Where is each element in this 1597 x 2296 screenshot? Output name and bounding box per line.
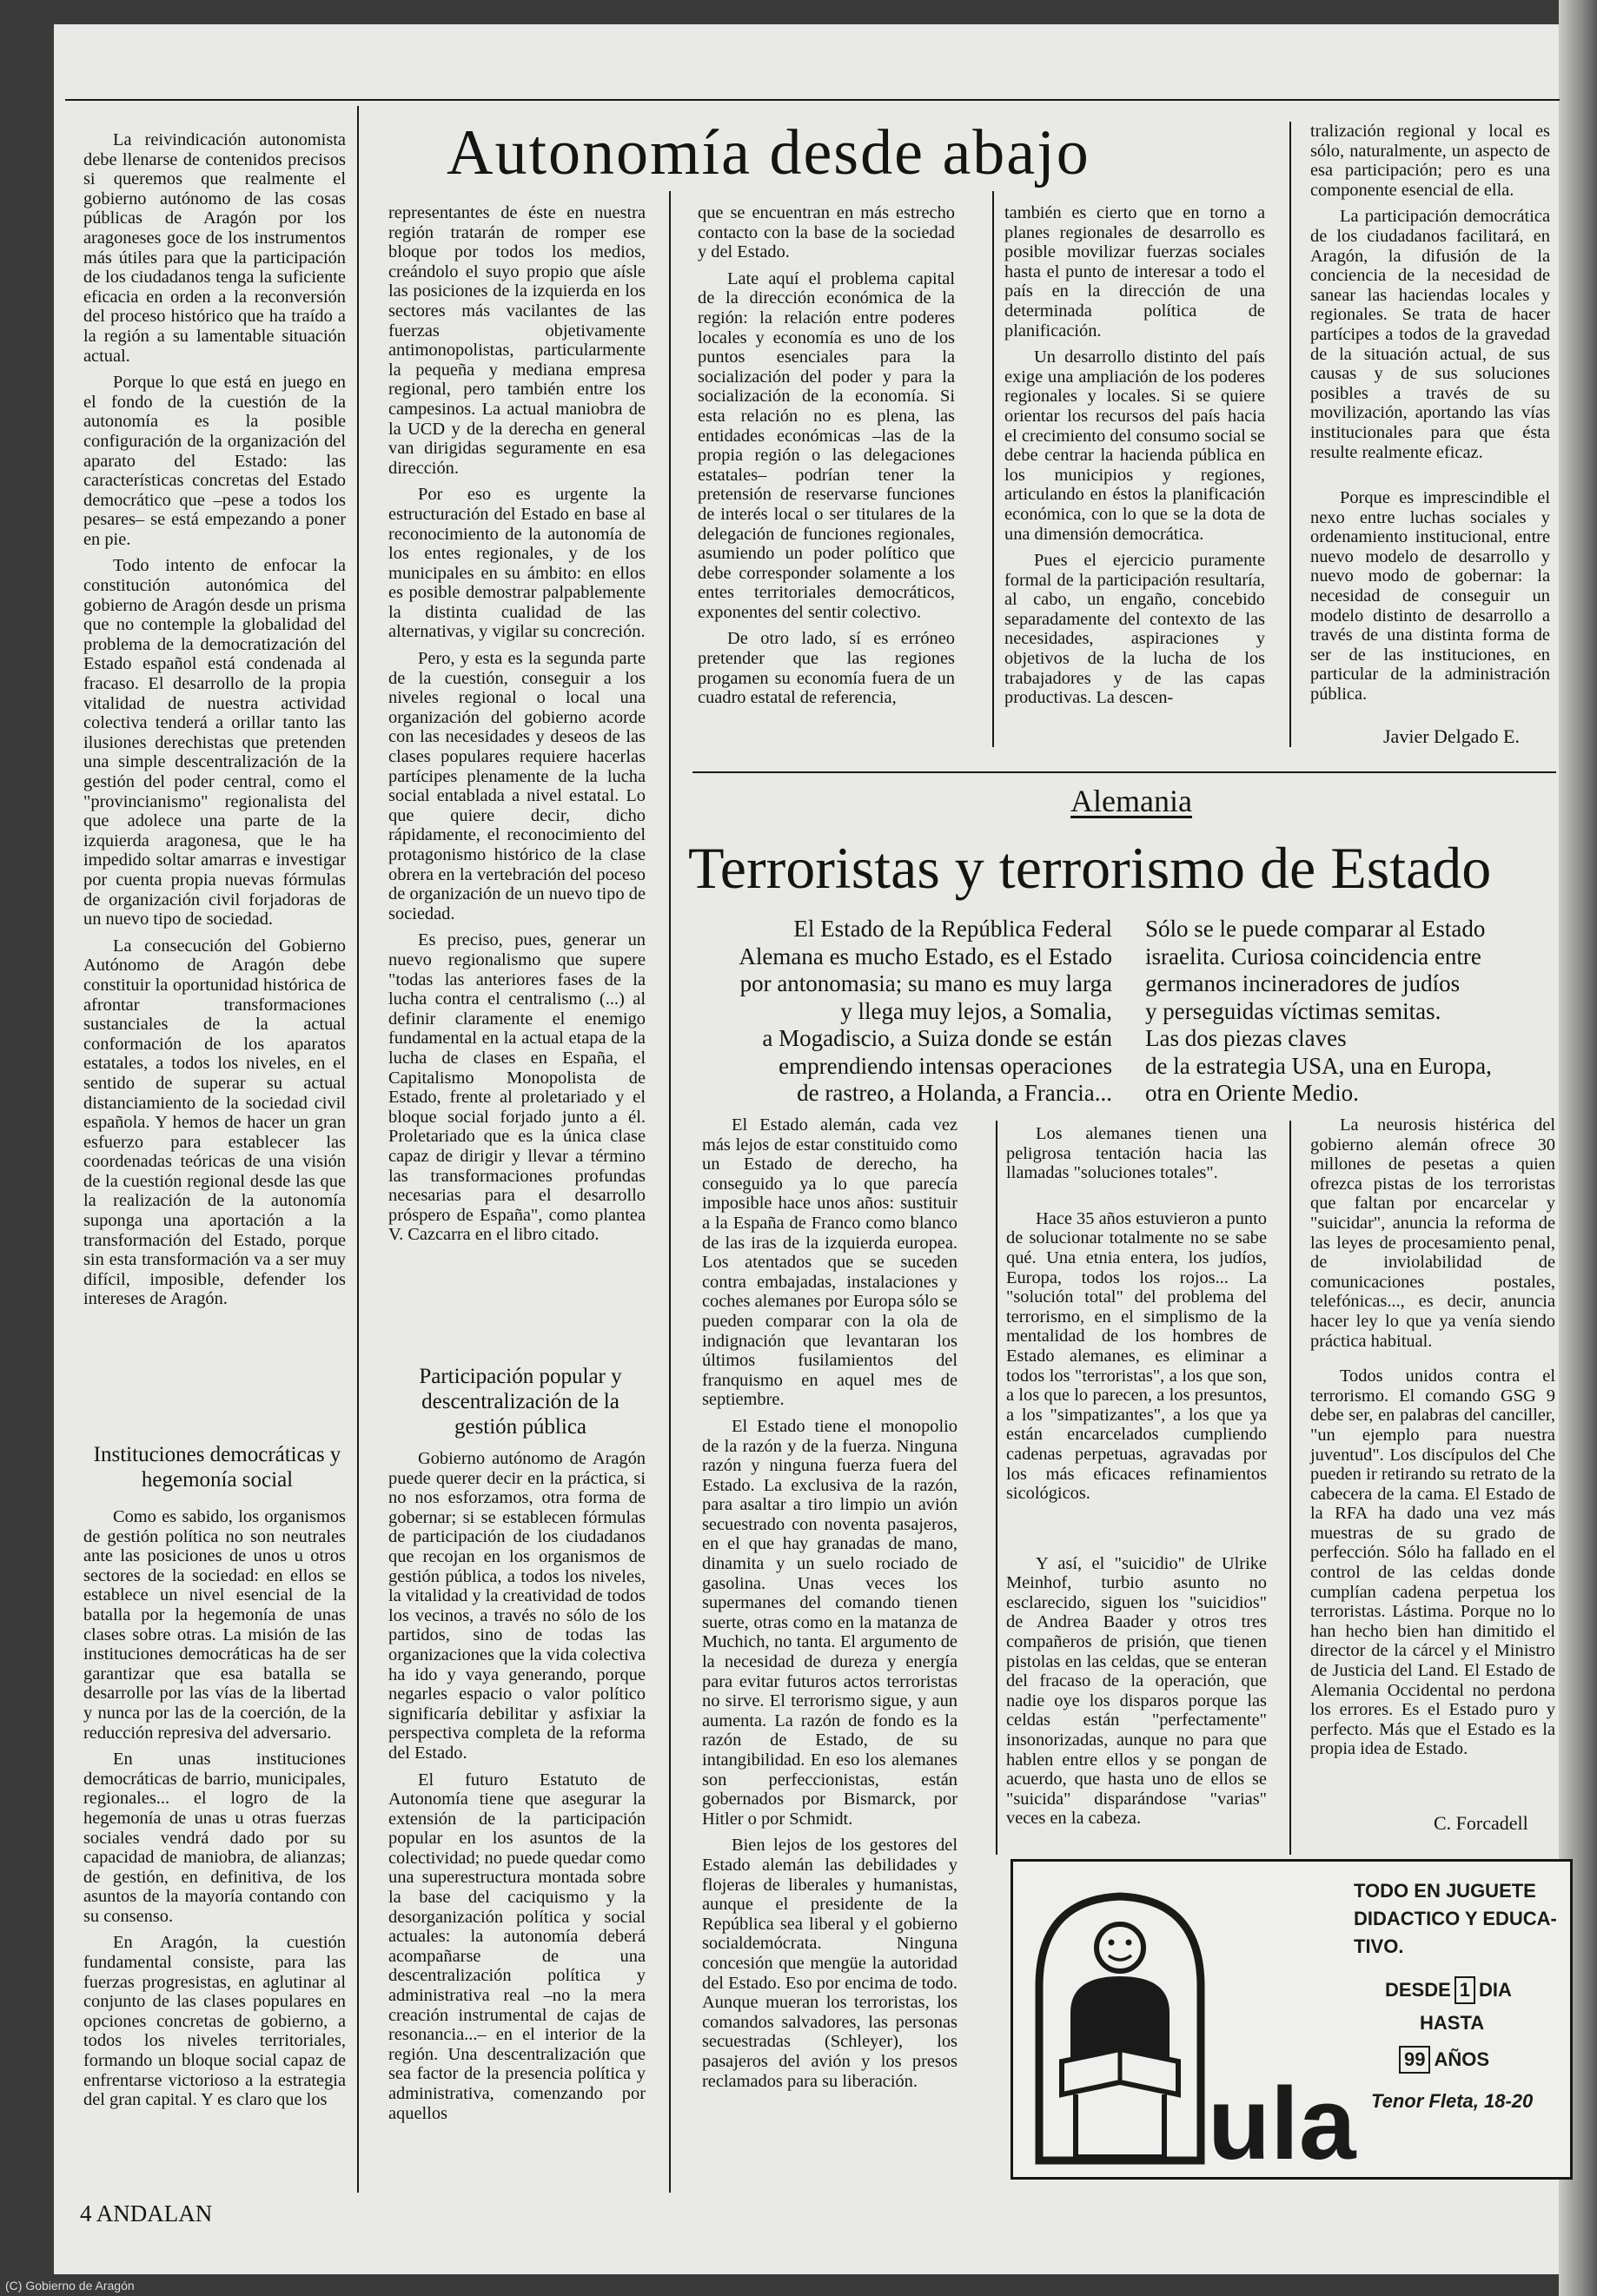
paragraph: Late aquí el problema capital de la dirección económica de la región: la relación entre poderes locales y economía es uno de los puntos esenciales para la socialización del poder y para la socialización de la economía. Si esta relación no es plena, las entidades económicas –las de la propia región o las delegaciones estatales– podrían tener la pretensión de reservarse funciones de interés local o ser titulares de la delegación de funciones regionales, asumiendo un poder político que debe corresponder solamente a los entes territoriales democráticos, exponentes del sentir colectivo. [698,268,955,622]
ad-line: TODO EN JUGUETE [1354,1880,1536,1902]
article1-col2b [388,1449,646,2123]
lead-line: germanos incineradores de judíos [1145,970,1461,996]
article1-col1b [83,1507,346,2110]
page-folio: 4 ANDALAN [80,2200,213,2227]
ad-until-value: 99 [1399,2046,1430,2074]
paragraph: En Aragón, la cuestión fundamental consiste, para las fuerzas progresistas, en aglutinar al conjunto de las clases populares en opciones concretas de gobierno, a todos los niveles territoriales, formando un bloque social capaz de enfrentarse victorioso a la estrategia del gran capital. Y es claro que los [83,1933,346,2110]
lead-line: otra en Oriente Medio. [1145,1080,1359,1106]
paragraph: Un desarrollo distinto del país exige una ampliación de los poderes regionales y locales. Si se quiere orientar los recursos del país hacia el crecimiento del consumo social se debe centrar la hacienda pública en los municipios y regiones, articulando en éstos la planificación económica, con lo que se la dota de una dimensión democrática. [1004,347,1265,544]
article1-col1 [83,130,346,1309]
paragraph: La participación democrática de los ciudadanos facilitará, en Aragón, la difusión de la conciencia de la necesidad de sanear las haciendas locales y regionales. Se trata de hacer partícipes a todos de la gravedad de la situación actual, de sus causas y de sus soluciones posibles a través de su movilización, aportando las vías institucionales para que ésta resulte realmente eficaz. [1310,207,1550,462]
ad-address: Tenor Fleta, 18-20 [1371,2090,1534,2112]
article2-col1 [702,1115,958,2091]
paragraph: Porque es imprescindible el nexo entre luchas sociales y ordenamiento institucional, entre nuevo modelo de desarrollo y nuevo modo de gobernar: la necesidad de conseguir un modelo distinto de desarrollo a través de una distinta forma de ser de las instituciones, en particular de la administración pública. [1310,488,1550,705]
lead-right [1145,916,1562,1108]
byline: C. Forcadell [1434,1812,1528,1834]
paragraph: Los alemanes tienen una peligrosa tentación hacia las llamadas "soluciones totales". [1006,1124,1267,1183]
lead-line: por antonomasia; su mano es muy larga [739,970,1112,996]
column-rule [1289,1121,1291,1855]
paragraph: Por eso es urgente la estructuración del Estado en base al reconocimiento de la autonomía de los entes regionales, y de los municipales en su ámbito: en ellos es posible demostrar palpablemente la distinta cualidad de las alternativas, y vigilar su concreción. [388,485,646,642]
ad-from-value: 1 [1455,1976,1475,2004]
lead-line: Alemana es mucho Estado, es el Estado [739,943,1112,969]
article1-col4 [1004,203,1265,708]
paragraph: Pero, y esta es la segunda parte de la cuestión, conseguir a los niveles regional o local una organización del gobierno acorde con las necesidades y deseos de las clases populares requiere hacerlas partícipes plenamente de la lucha social entablada a nivel estatal. Lo que quiere decir, dicho rápidamente, el reconocimiento del protagonismo histórico de la clase obrera en la vertebración del poceso de organización de un nuevo tipo de sociedad. [388,649,646,923]
lead-line: emprendiendo intensas operaciones [779,1052,1112,1079]
paragraph: Todo intento de enfocar la constitución autonómica del gobierno de Aragón desde un prisma que no contemple la globalidad del problema de la democratización del Estado español está condenada al fracaso. El desarrollo de la propia vitalidad de nuestra actividad colectiva tenderá a orillar tanto las ilusiones derechistas que pretenden una simple descentralización de la gestión del poder central, como el "provincianismo" regionalista del que adolece una parte de la izquierda aragonesa, que le ha impedido soltar amarras e investigar por cuenta propia nuevas fórmulas de organización civil forjadoras de un nuevo tipo de sociedad. [83,556,346,930]
lead-line: El Estado de la República Federal [793,916,1112,942]
subheading: Participación popular y descentralización de la gestión pública [419,1365,622,1439]
paragraph: Es preciso, pues, generar un nuevo regionalismo que supere "todas las anteriores fases de la lucha contra el centralismo (...) al definir claramente el enemigo fundamental en la actual etapa de la lucha de clases en España, el Capitalismo Monopolista de Estado, frente al proletariado y el bloque social forjado junto a él. Proletariado que es la única clase capaz de dirigir y llevar a término las transformaciones profundas necesarias para el desarrollo próspero de España", como plantea V. Cazcarra en el libro citado. [388,930,646,1245]
column-rule [992,191,994,747]
advertisement [1011,1859,1573,2180]
lead-line: y llega muy lejos, a Somalia, [840,997,1112,1024]
paragraph: El Estado alemán, cada vez más lejos de estar constituido como un Estado de derecho, ha conseguido ya lo que parecía imposible hace unos años: sustituir a la España de Franco como blanco de las iras de la izquierda europea. Los atentados que se suceden contra embajadas, instalaciones y coches alemanes por Europa sólo se pueden comparar con la ola de indignación que levantaran los últimos fusilamientos del franquismo en aquel mes de septiembre. [702,1115,958,1410]
column-rule [1289,122,1291,747]
article2-col2 [1006,1124,1267,1829]
byline: Javier Delgado E. [1383,725,1520,747]
top-rule [65,99,1560,101]
paragraph: El Estado tiene el monopolio de la razón y de la fuerza. Ninguna razón y ninguna fuerza fuera del Estado. La exclusiva de la razón, para asaltar a tiro limpio un avión secuestrado con noventa pasajeros, en el que hay granadas de mano, dinamita y un suelo rociado de gasolina. Unas veces los supermanes del comando tienen suerte, otras como en la matanza de Muchich, no tanta. El argumento de la necesidad de dureza y energía para evitar futuros actos terroristas no sirve. El terrorismo sigue, y aun aumenta. La razón de fondo es la razón de Estado, de su intangibilidad. En eso los alemanes son perfeccionistas, están gobernados por Bismarck, por Hitler o por Schmidt. [702,1416,958,1829]
paragraph: Y así, el "suicidio" de Ulrike Meinhof, turbio asunto no esclarecido, siguen los "suicidios" de Andrea Baader y otros tres compañeros de prisión, que tienen pistolas en las celdas, que se enteran del fracaso de la operación, que nadie oye los disparos porque las celdas están "perfectamente" insonorizadas, aunque no para que hablen entre ellos y se pongan de acuerdo, que hasta uno de ellos se "suicida" disparándose "varias" veces en la cabeza. [1006,1553,1267,1829]
ad-from-label: DESDE [1385,1979,1451,2001]
paragraph: también es cierto que en torno a planes regionales de desarrollo es posible movilizar fuerzas sociales hasta el punto de interesar a todo el país en la dirección de una determinada política de planificación. [1004,203,1265,341]
smiley-face-icon [1097,1924,1143,1971]
article1-col5 [1310,122,1550,705]
logo-wordmark: ula [1208,2067,1356,2174]
article1-col3 [698,203,955,708]
paragraph: Pues el ejercicio puramente formal de la participación resultaría, al cabo, un engaño, concebido separadamente del contexto de las necesidades, aspiraciones y objetivos de la lucha de los trabajadores y de las capas productivas. La descen- [1004,551,1265,708]
lead-line: de la estrategia USA, una en Europa, [1145,1052,1492,1079]
paragraph: En unas instituciones democráticas de barrio, municipales, regionales... el logro de la hegemonía de unas u otras fuerzas sociales vendrá dado por su capacidad de maniobra, de alianzas; de gestión, en definitiva, de los asuntos de la mayoría contando con su consenso. [83,1750,346,1926]
column-rule [996,1121,997,1855]
paragraph: Bien lejos de los gestores del Estado alemán las debilidades y flojeras de liberales y humanistas, aunque el presidente de la República sea liberal y el gobierno socialdemócrata. Ninguna concesión que mengüe la autoridad del Estado. Eso por encima de todo. Aunque mueran los terroristas, los comandos salvadores, las personas secuestradas (Schleyer), los pasajeros del avión y los presos reclamados para su liberación. [702,1836,958,2091]
ad-line: TIVO. [1354,1935,1404,1957]
column-rule [669,191,671,2193]
paragraph: que se encuentran en más estrecho contacto con la base de la sociedad y del Estado. [698,203,955,262]
paragraph: La consecución del Gobierno Autónomo de Aragón debe constituir la oportunidad histórica de afrontar transformaciones sustanciales de la actual conformación de los aparatos estatales, a todos los niveles, en el sentido de superar su actual distanciamiento de la sociedad civil española. Y hemos de hacer un gran esfuerzo para establecer las coordenadas teóricas de una visión de la cuestión regional desde las que la realización de la autonomía suponga una aportación a la transformación del Estado, porque sin esta transformación va a ser muy difícil, imposible, defender los intereses de Aragón. [83,936,346,1309]
copyright-note: (C) Gobierno de Aragón [5,2279,135,2293]
paragraph: Hace 35 años estuvieron a punto de solucionar totalmente no se sabe qué. Una etnia entera, los judíos, Europa, todos los rojos... La "solución total" del problema del terrorismo, en el simplismo de la mentalidad de los hombres de Estado alemanes, es eliminar a todos los "terroristas", a los que son, a los que lo parecen, a los presuntos, a los "simpatizantes", a los que ya están encarcelados cumpliendo cadenas perpetuas, agravadas por los más eficaces refinamientos sicológicos. [1006,1208,1267,1504]
paragraph: representantes de éste en nuestra región tratarán de romper ese bloque por todos los medios, creándolo el suyo propio que aísle las posiciones de la izquierda en los sectores más vacilantes de las fuerzas objetivamente antimonopolistas, particularmente la pequeña y mediana empresa regional, pero también entre los campesinos. La actual maniobra de la UCD y de la derecha en general van dirigidas seguramente en esa dirección. [388,203,646,478]
paragraph: Porque lo que está en juego en el fondo de la cuestión de la autonomía es la posible configuración de la organización del aparato del Estado: las características concretas del Estado democrático que –pese a todos los pesares– se está empezando a poner en pie. [83,373,346,549]
ad-age-from [1385,1976,1512,2004]
column-rule [357,106,359,2193]
lead-line: de rastreo, a Holanda, a Francia... [797,1080,1112,1106]
paragraph: Como es sabido, los organismos de gestión política no son neutrales ante las posiciones de unos u otros sectores de la sociedad: en ellos se establece un nivel esencial de la batalla por la hegemonía de unas clases sobre otras. La misión de las instituciones democráticas ha de ser garantizar que esa batalla se desarrolle por las vías de la libertad y nunca por las de la coerción, de la reducción represiva del adversario. [83,1507,346,1743]
paragraph: El futuro Estatuto de Autonomía tiene que asegurar la extensión de la participación popular en los asuntos de la colectividad; no puede quedar como una superestructura montada sobre la base del caciquismo y la desorganización política y social actuales: la autonomía deberá acompañarse de una descentralización política y administrativa real –no la mera creación instrumental de cajas de resonancia...– en el interior de la región. Una descentralización que sea factor de la presencia política y administrativa, comenzando por aquellos [388,1770,646,2123]
section-kicker: Alemania [1070,784,1192,818]
lead-line: Sólo se le puede comparar al Estado [1145,916,1486,942]
section-rule [692,771,1556,773]
subheading: Instituciones democráticas y hegemonía social [93,1443,341,1492]
ad-line: DIDACTICO Y EDUCA- [1354,1908,1557,1929]
lead-line: y perseguidas víctimas semitas. [1145,997,1441,1024]
aula-logo-icon [1020,1865,1385,2174]
ad-until-label: HASTA [1420,2012,1485,2034]
paragraph: La reivindicación autonomista debe llenarse de contenidos precisos si queremos que realmente el gobierno autónomo de las cosas públicas de Aragón por los aragoneses goce de los instrumentos más útiles para que la participación de los ciudadanos tenga la suficiente eficacia en orden a la reconversión del proceso histórico que ha traído a la región a su lamentable situación actual. [83,130,346,366]
ad-from-unit: DIA [1479,1979,1512,2001]
article2-col3 [1310,1115,1555,1759]
ad-age-until [1395,2046,1489,2074]
lead-line: Las dos piezas claves [1145,1025,1347,1051]
lead-left [697,916,1112,1108]
ad-until-unit: AÑOS [1434,2048,1490,2070]
paragraph: Gobierno autónomo de Aragón puede querer decir en la práctica, si no nos esforzamos, otra forma de gobernar; si se establecen fórmulas de participación de los ciudadanos que recojan en los organismos de gestión pública, a todos los niveles, la vitalidad y la creatividad de todos los vecinos, a través no sólo de los partidos, sino de todas las organizaciones que la vida colectiva ha ido y vaya generando, porque negarles espacio o valor político significaría debilitar y asfixiar la perspectiva completa de la reforma del Estado. [388,1449,646,1763]
paragraph: De otro lado, sí es erróneo pretender que las regiones progamen su economía fuera de un cuadro estatal de referencia, [698,629,955,708]
paragraph: Todos unidos contra el terrorismo. El comando GSG 9 debe ser, en palabras del canciller, "un ejemplo para nuestra juventud". Los discípulos del Che pueden ir retirando su retrato de la cabecera de la cama. El Estado de la RFA ha dado una vez más muestras de su grado de perfección. Sólo ha fallado en el control de las celdas donde cumplían cadena perpetua los terroristas. Lástima. Porque no lo han hecho bien han dimitido el director de la cárcel y el Ministro de Justicia del Land. El Estado de Alemania Occidental no perdona los errores. Es el Estado puro y perfecto. Más que el Estado es la propia idea de Estado. [1310,1366,1555,1759]
article1-col2 [388,203,646,1245]
article-title: Autonomía desde abajo [447,117,1090,189]
article-title: Terroristas y terrorismo de Estado [688,835,1492,901]
paragraph: La neurosis histérica del gobierno alemán ofrece 30 millones de pesetas a quien ofrezca pistas de los terroristas que faltan por encarcelar y "suicidar", anuncia la reforma de las leyes de procesamiento penal, de inviolabilidad de comunicaciones postales, telefónicas..., es decir, anuncia hacer ley lo que ya venía siendo práctica habitual. [1310,1115,1555,1351]
lead-line: israelita. Curiosa coincidencia entre [1145,943,1481,969]
paragraph: tralización regional y local es sólo, naturalmente, un aspecto de esa participación; pero es una componente esencial de ella. [1310,122,1550,200]
lead-line: a Mogadiscio, a Suiza donde se están [762,1025,1112,1051]
